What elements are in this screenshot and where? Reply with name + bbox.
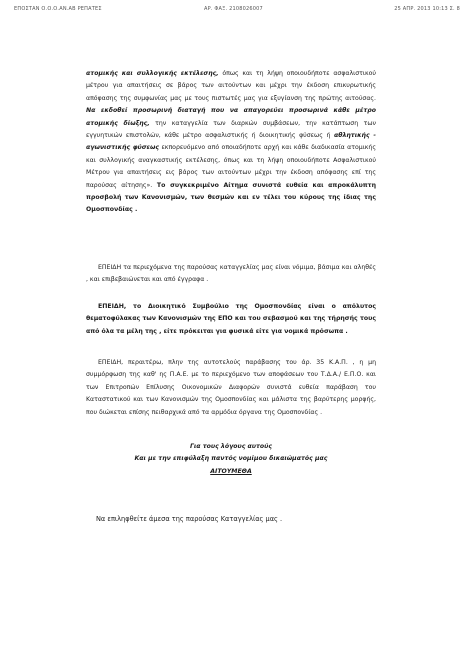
fax-header: [14, 6, 460, 18]
paragraph-lead: ατομικής και συλλογικής εκτέλεσης,: [86, 70, 219, 77]
paragraph-text-2: την καταγγελία των διαρκών συμβάσεων, την κατάπτωση των εγγυητικών επιστολών, κάθε μέτρο ασφαλιστικής ή διοικητικής φύσεως ή: [86, 119, 376, 140]
closing-block: [86, 441, 376, 478]
closing-request-heading: ΑΙΤΟΥΜΕΘΑ: [210, 467, 252, 475]
paragraph-board: ΕΠΕΙΔΗ, το Διοικητικό Συμβούλιο της Ομοσπονδίας είναι ο απόλυτος θεματοφύλακας των Κανονισμών της ΕΠΟ και του σεβασμού και της τήρησής τους από όλα τα μέλη της , είτε πρόκειται για φυσικά είτε για νομικά πρόσωπα .: [86, 303, 376, 335]
request-interim-order: Να εκδοθεί προσωρινή διαταγή που να απαγορεύει προσωρινά κάθε μέτρο ατομικής δίωξης,: [86, 107, 376, 127]
request-violation-statement: Το συγκεκριμένο Αίτημα συνιστά ευθεία και απροκάλυπτη προσβολή των Κανονισμών, των θεσμών και εν τέλει του κύρους της ίδιας της Ομοσπονδίας .: [86, 181, 376, 214]
paragraph-lawful: ΕΠΕΙΔΗ τα περιεχόμενα της παρούσας καταγγελίας μας είναι νόμιμα, βάσιμα και αληθές , και επιβεβαιώνεται και από έγγραφα .: [86, 264, 376, 284]
paragraph-violation: ΕΠΕΙΔΗ, περαιτέρω, πλην της αυτοτελούς παράβασης του άρ. 35 Κ.Α.Π. , η μη συμμόρφωση της καθ' ης Π.Α.Ε. με το περιεχόμενο των αποφάσεων του Τ.Δ.Α./ Ε.Π.Ο. και των Επιτροπών Επίλυσης Οικονομικών Διαφορών συνιστά ευθεία παράβαση του Καταστατικού και των Κανονισμών της Ομοσπονδίας και μάλιστα της βαρύτερης μορφής, που διώκεται επίσης πειθαρχικά από τα αρμόδια όργανα της Ομοσπονδίας .: [86, 359, 376, 416]
paragraph-text-3: εκπορευόμενο από οποιαδήποτε αρχή και κάθε διαδικασία ατομικής και συλλογικής αναγκαστικής εκτέλεσης, όπως και τη λήψη οποιουδήποτε Ασφαλιστικού Μέτρου για απαιτήσεις εις βάρος των αιτούντων μέχρι την έκδοση απόφασης επί της παρούσας αίτησης».: [86, 144, 376, 189]
fax-datetime: 25 ΑΠΡ. 2013 10:13 Σ. 8: [394, 6, 460, 12]
fax-sender: ΕΠΟΣΤΑΝ Ο.Ο.Ο.ΑΝ.ΑΒ ΡΕΠΑΤΕΣ: [14, 6, 102, 12]
fax-number: ΑΡ. ΦΑΞ. 2108026007: [204, 6, 263, 12]
paragraph-text: όπως και τη λήψη οποιουδήποτε ασφαλιστικού μέτρου για απαιτήσεις σε βάρος των αιτούντων και μέχρι την έκδοση επικυρωτικής απόφασης της συμφωνίας μας με τους πιστωτές μας για εξυγίανση της πρώτης αιτούσας.: [86, 70, 377, 102]
closing-line-2: Και με την επιφύλαξη παντός νομίμου δικαιώματός μας: [134, 455, 328, 463]
final-request: Να επιληφθείτε άμεσα της παρούσας Καταγγελίας μας .: [96, 515, 283, 523]
closing-line-1: Για τους λόγους αυτούς: [189, 443, 273, 450]
paragraph-requests: [86, 68, 376, 217]
request-athletic-nature: αθλητικής - αγωνιστικής φύσεως: [86, 132, 376, 152]
